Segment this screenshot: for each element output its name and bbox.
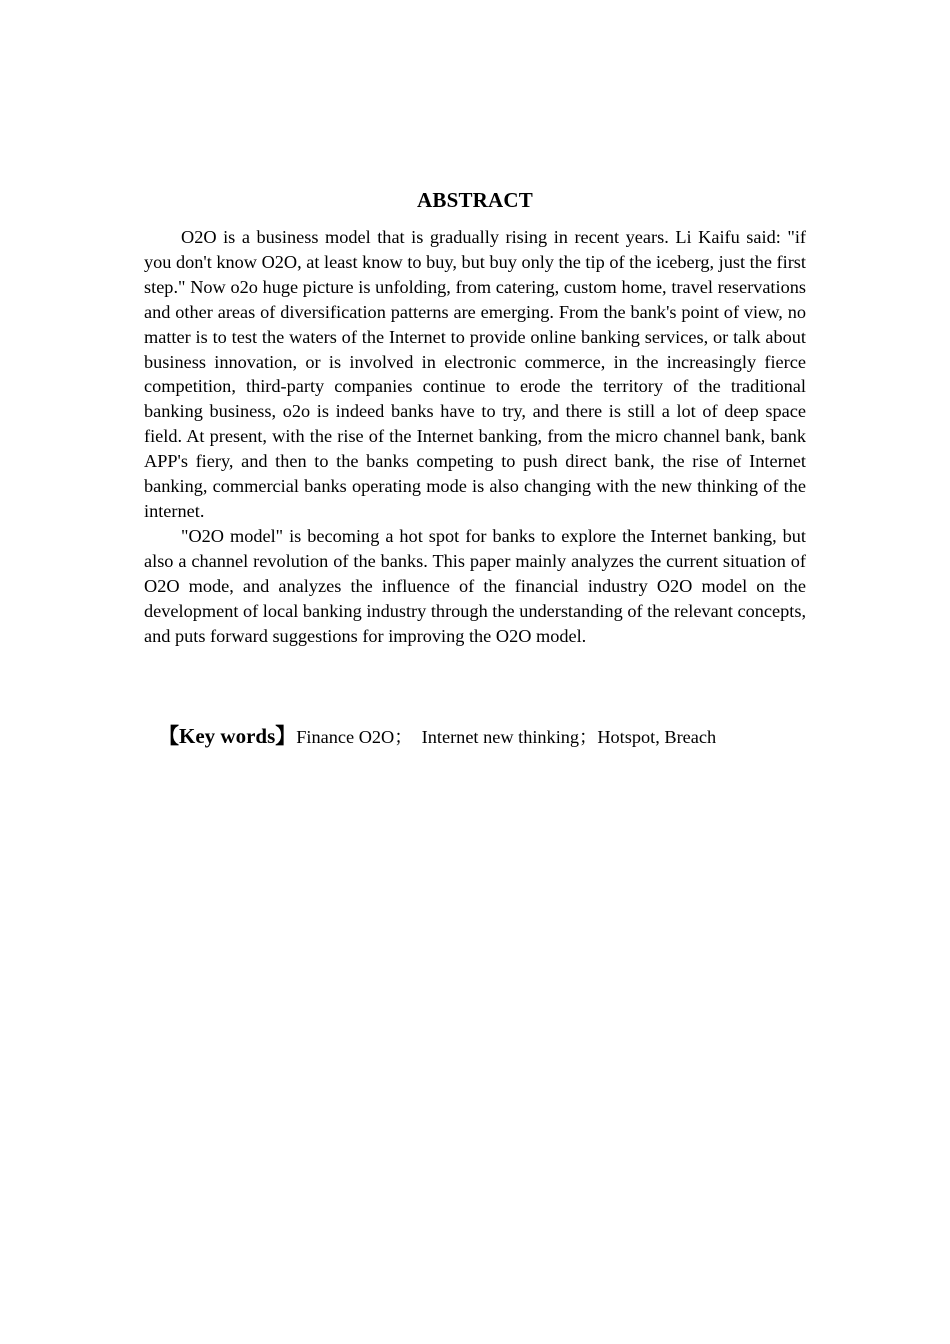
abstract-title: ABSTRACT: [417, 188, 533, 212]
keywords-line: [158, 722, 818, 751]
abstract-body: [144, 225, 806, 648]
keyword-item: Hotspot, Breach: [597, 727, 717, 747]
keyword-separator: [413, 727, 422, 747]
abstract-paragraph-1: O2O is a business model that is gradually rising in recent years. Li Kaifu said: "if you don't know O2O, at least know to buy, but buy only the tip of the iceberg, just the first step." Now o2o huge picture is unfolding, from catering, custom home, travel reservations and other areas of diversification patterns are emerging. From the bank's point of view, no matter is to test the waters of the Internet to provide online banking services, or talk about business innovation, or is involved in electronic commerce, in the increasingly fierce competition, third-party companies continue to erode the territory of the traditional banking business, o2o is indeed banks have to try, and there is still a lot of deep space field. At present, with the rise of the Internet banking, from the micro channel bank, bank APP's fiery, and then to the banks competing to push direct bank, the rise of Internet banking, commercial banks operating mode is also changing with the new thinking of the internet.: [144, 227, 806, 521]
keyword-item: Internet new thinking；: [421, 727, 598, 747]
keywords-label: 【Key words】: [158, 724, 297, 748]
abstract-paragraph-2: "O2O model" is becoming a hot spot for banks to explore the Internet banking, but also a channel revolution of the banks. This paper mainly analyzes the current situation of O2O mode, and analyzes the influence of the financial industry O2O model on the development of local banking industry through the understanding of the relevant concepts, and puts forward suggestions for improving the O2O model.: [144, 525, 807, 646]
keyword-item: Finance O2O；: [296, 727, 413, 747]
